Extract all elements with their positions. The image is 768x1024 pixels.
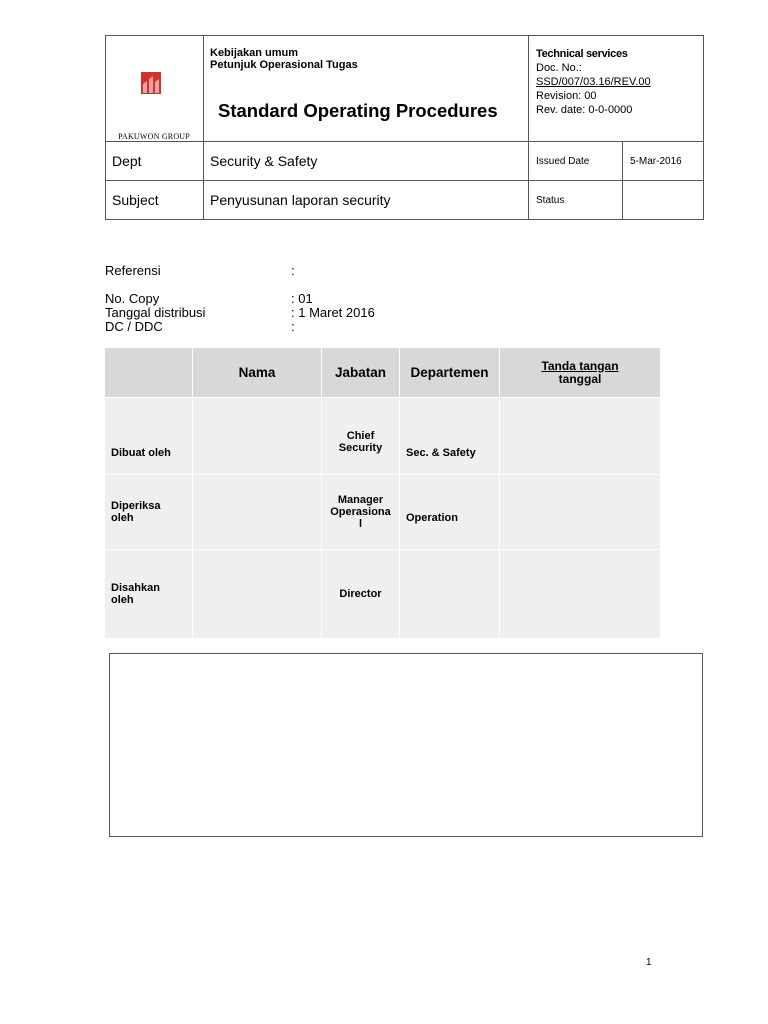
row-jabatan-line-3: l <box>358 518 363 530</box>
pakuwon-logo-icon <box>141 72 161 94</box>
referensi-value: : <box>291 263 295 278</box>
policy-cell <box>204 36 529 142</box>
referensi-label: Referensi <box>105 263 161 278</box>
row-departemen: Sec. & Safety <box>400 398 500 475</box>
document-title: Standard Operating Procedures <box>218 100 498 121</box>
header-departemen: Departemen <box>400 348 500 398</box>
approval-header-row <box>105 348 661 398</box>
dept-label: Dept <box>106 142 204 181</box>
approval-table <box>105 348 661 639</box>
table-row <box>105 398 661 475</box>
dc-ddc-label: DC / DDC <box>105 319 163 334</box>
policy-line-2: Petunjuk Operasional Tugas <box>210 59 358 71</box>
issued-date-value: 5-Mar-2016 <box>623 142 704 181</box>
policy-line-1: Kebijakan umum <box>210 47 299 59</box>
row-role-line-1: Disahkan <box>111 582 160 594</box>
table-row <box>105 475 661 550</box>
revision: Revision: 00 <box>536 90 597 102</box>
row-role <box>105 475 193 550</box>
tech-services-title: Technical services <box>536 48 628 60</box>
row-nama <box>193 475 322 550</box>
header-ttd-line-2: tanggal <box>558 371 602 386</box>
tanggal-distribusi-label: Tanggal distribusi <box>105 305 206 320</box>
issued-date-label: Issued Date <box>529 142 623 181</box>
no-copy-value: : 01 <box>291 291 313 306</box>
row-departemen: Operation <box>400 475 500 550</box>
content-box <box>109 653 703 837</box>
table-row <box>105 550 661 639</box>
row-jabatan <box>322 475 400 550</box>
doc-no-value: SSD/007/03.16/REV.00 <box>536 76 651 88</box>
status-label: Status <box>529 181 623 220</box>
header-empty <box>105 348 193 398</box>
header-ttd-line-1: Tanda tangan <box>541 358 619 373</box>
row-departemen <box>400 550 500 639</box>
row-role-text: Dibuat oleh <box>111 447 171 459</box>
subject-value: Penyusunan laporan security <box>204 181 529 220</box>
row-role-line-2: oleh <box>111 512 134 524</box>
row-role-line-2: oleh <box>111 594 134 606</box>
dept-value: Security & Safety <box>204 142 529 181</box>
row-jabatan-line-1: Chief <box>346 430 375 442</box>
dc-ddc-value: : <box>291 319 295 334</box>
tanggal-distribusi-value: : 1 Maret 2016 <box>291 305 375 320</box>
row-jabatan <box>322 398 400 475</box>
row-tanda-tangan <box>500 550 661 639</box>
row-tanda-tangan <box>500 398 661 475</box>
row-jabatan-line-2: Operasiona <box>330 506 391 518</box>
rev-date: Rev. date: 0-0-0000 <box>536 104 633 116</box>
row-jabatan-line-2: Security <box>338 442 383 454</box>
header-nama: Nama <box>193 348 322 398</box>
row-tanda-tangan <box>500 475 661 550</box>
row-role <box>105 550 193 639</box>
row-jabatan-line-1: Manager <box>337 494 384 506</box>
page-number: 1 <box>646 957 652 968</box>
technical-services-cell <box>529 36 704 142</box>
logo-text: PAKUWON GROUP <box>118 132 190 141</box>
doc-no-label: Doc. No.: <box>536 62 582 74</box>
row-role <box>105 398 193 475</box>
row-jabatan: Director <box>322 550 400 639</box>
status-value <box>623 181 704 220</box>
header-tanda-tangan <box>500 348 661 398</box>
subject-label: Subject <box>106 181 204 220</box>
no-copy-label: No. Copy <box>105 291 160 306</box>
row-role-line-1: Diperiksa <box>111 500 161 512</box>
row-nama <box>193 398 322 475</box>
header-jabatan: Jabatan <box>322 348 400 398</box>
logo-cell <box>106 36 204 142</box>
row-nama <box>193 550 322 639</box>
document-header <box>105 35 704 220</box>
